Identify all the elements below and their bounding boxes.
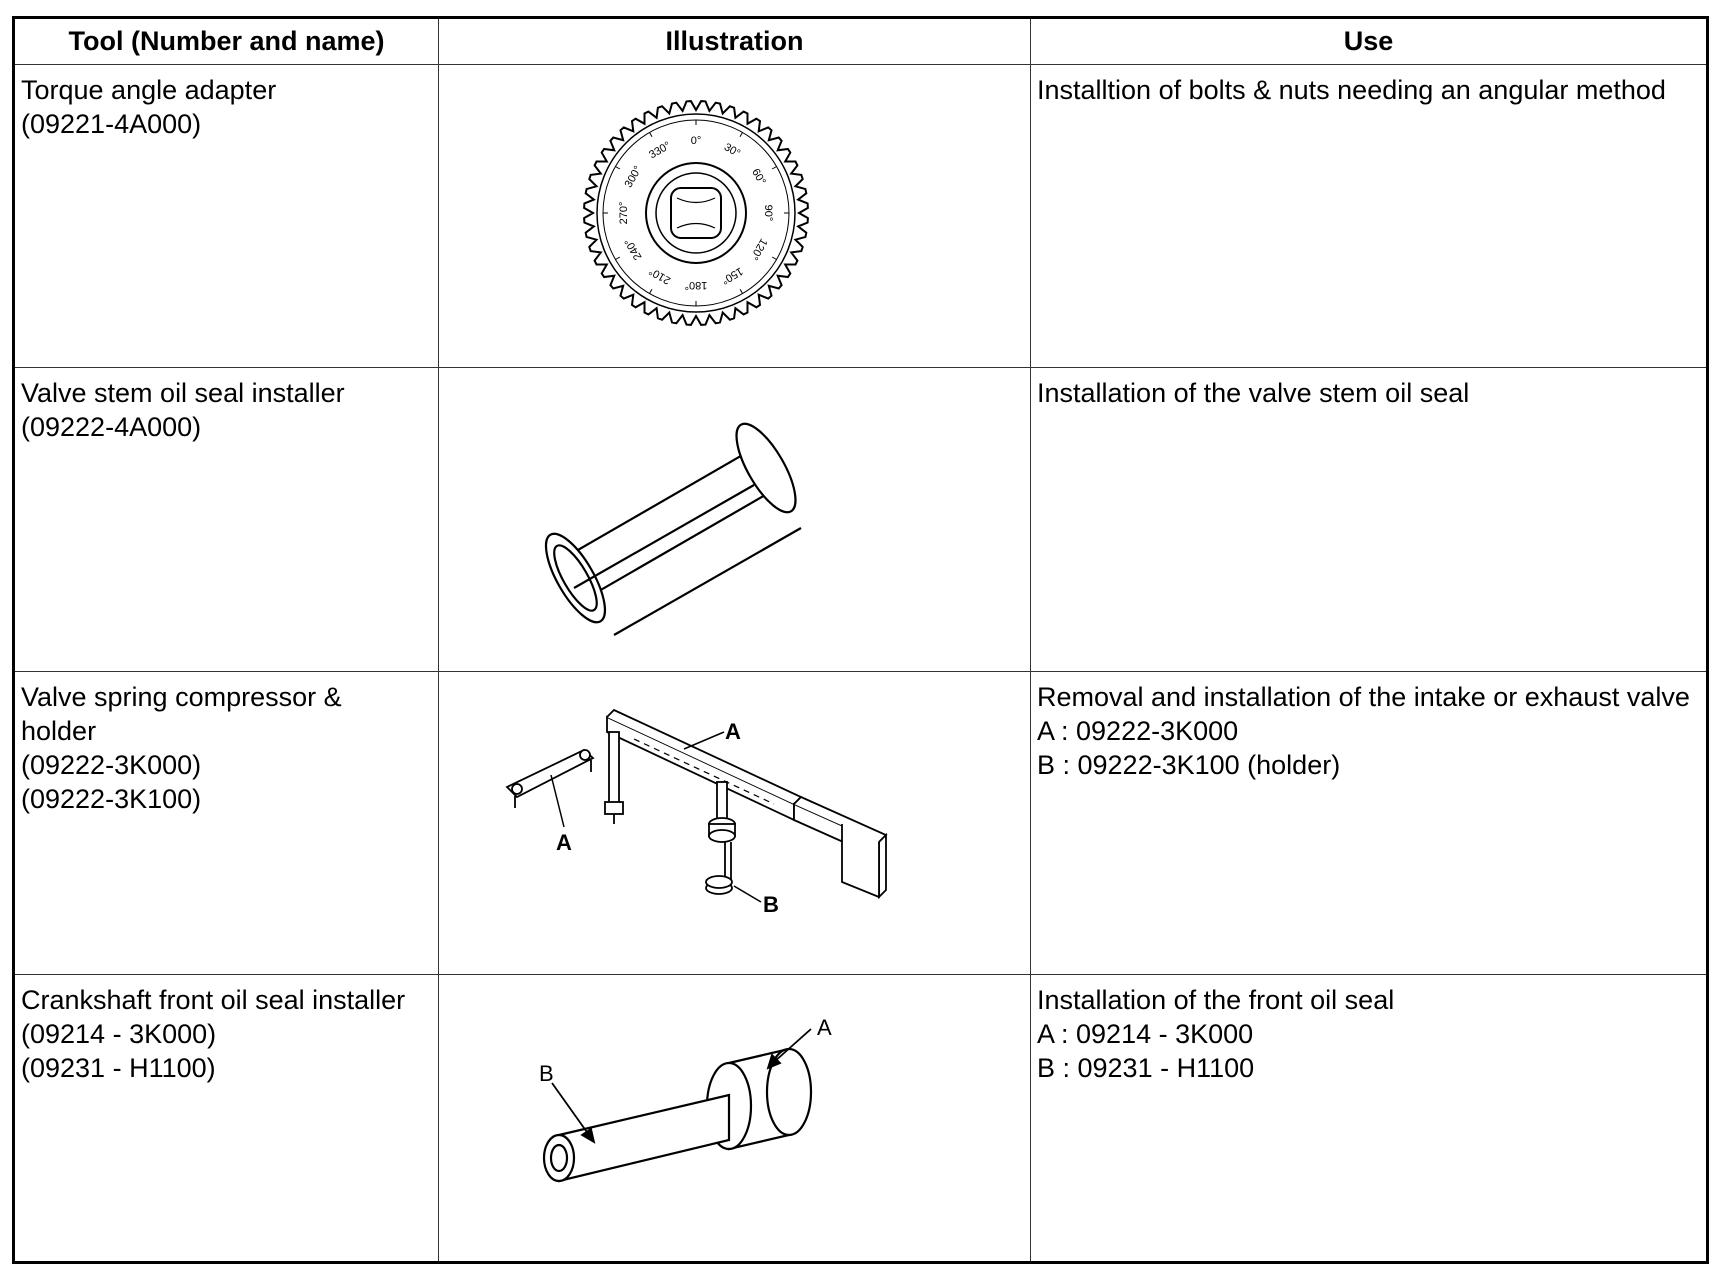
tool-name-cont: holder: [21, 715, 97, 746]
tool-name: Valve stem oil seal installer: [21, 378, 345, 409]
tool-name: Torque angle adapter: [21, 75, 277, 105]
tool-number: (09222-4A000): [21, 412, 202, 443]
special-tools-table: [12, 16, 1709, 1264]
use-cell: [1031, 974, 1708, 1262]
label-a: A: [725, 718, 741, 744]
dial-mark: 0°: [690, 134, 702, 147]
use-line: Installtion of bolts & nuts needing an angular method: [1037, 75, 1666, 105]
tool-cell: [14, 671, 439, 974]
tool-number: (09222-3K100): [21, 783, 202, 814]
illustration-cell: [439, 65, 1031, 368]
shaft-bore: [551, 1145, 567, 1171]
label-a: A: [817, 1014, 832, 1040]
tool-name: Valve spring compressor &: [21, 681, 342, 712]
dial-mark: 30°: [721, 141, 743, 160]
tool-number: (09214 - 3K000): [21, 1018, 217, 1049]
use-line: B : 09231 - H1100: [1037, 1052, 1255, 1083]
use-line: B : 09222-3K100 (holder): [1037, 749, 1341, 780]
use-cell: [1031, 65, 1708, 368]
crankshaft-front-oil-seal-installer-illustration: [439, 975, 1029, 1265]
square-drive-socket: [671, 188, 721, 238]
header-tool: Tool (Number and name): [14, 18, 439, 65]
table-row: [14, 65, 1708, 368]
compressor-lever: [607, 717, 794, 820]
tool-number: (09222-3K000): [21, 749, 202, 780]
tool-cell: [14, 368, 439, 671]
tool-number: (09231 - H1100): [21, 1052, 216, 1083]
dial-mark: 240°: [622, 236, 645, 262]
shaft-body: [559, 1095, 729, 1181]
dial-mark: 180°: [684, 279, 708, 292]
use-cell: [1031, 368, 1708, 671]
dial-mark: 270°: [617, 201, 630, 225]
use-line: Installation of the front oil seal: [1037, 984, 1395, 1015]
use-line: Removal and installation of the intake or exhaust valve: [1037, 681, 1690, 712]
torque-angle-adapter-illustration: [439, 65, 1029, 365]
table-row: [14, 368, 1708, 671]
use-line: A : 09214 - 3K000: [1037, 1018, 1254, 1049]
label-b: B: [763, 891, 779, 917]
header-illustration: Illustration: [439, 18, 1031, 65]
table-row: [14, 974, 1708, 1262]
dial-mark: 90°: [762, 204, 775, 222]
use-line: Installation of the valve stem oil seal: [1037, 378, 1470, 409]
header-row: [14, 18, 1708, 65]
valve-spring-compressor-illustration: [439, 672, 1029, 972]
tool-cell: [14, 974, 439, 1262]
tool-name: Crankshaft front oil seal installer: [21, 984, 406, 1015]
tool-number: (09221-4A000): [21, 109, 202, 139]
table-row: [14, 671, 1708, 974]
dial-mark: 330°: [647, 139, 673, 162]
dial-mark: 150°: [719, 264, 745, 287]
tool-cell: [14, 65, 439, 368]
dial-mark: 60°: [749, 166, 768, 188]
label-b: B: [539, 1060, 554, 1086]
illustration-cell: [439, 671, 1031, 974]
compressor-post: [609, 732, 619, 807]
compressor-spindle: [717, 782, 727, 822]
dial-mark: 300°: [622, 164, 645, 190]
use-cell: [1031, 671, 1708, 974]
illustration-cell: [439, 368, 1031, 671]
valve-stem-oil-seal-installer-illustration: [439, 368, 1029, 668]
label-a: A: [556, 829, 572, 855]
header-use: Use: [1031, 18, 1708, 65]
illustration-cell: [439, 974, 1031, 1262]
use-line: A : 09222-3K000: [1037, 715, 1239, 746]
dial-mark: 120°: [747, 236, 770, 262]
lever-top-face: [607, 710, 801, 804]
dial-mark: 210°: [647, 264, 673, 287]
